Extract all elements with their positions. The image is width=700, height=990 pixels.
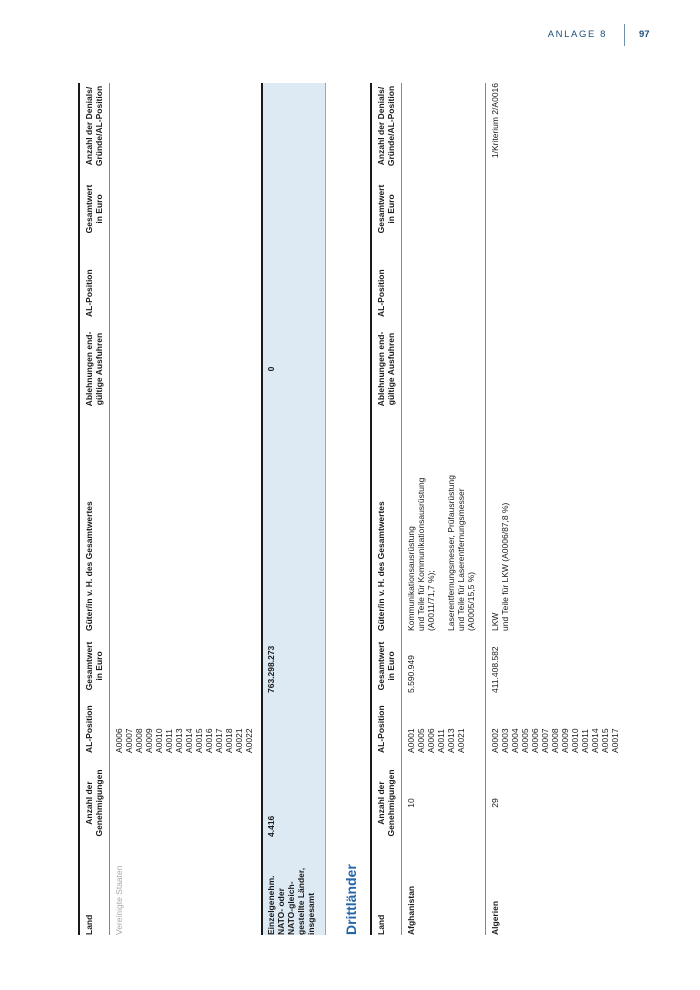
header-bottom-rule [109, 83, 110, 935]
col-al-position: AL-Position [84, 705, 94, 753]
col-ablehnungen: Ablehnungen end- gültige Ausfuhren [376, 331, 396, 407]
page-number: 97 [639, 29, 650, 40]
rotated-table-canvas [78, 83, 670, 935]
summary-label: Einzelgenehm. NATO- oder NATO-gleich- gestellte Länder, insgesamt [266, 867, 316, 935]
summary-gesamtwert: 763.298.273 [266, 645, 276, 693]
col-al-position: AL-Position [376, 705, 386, 753]
table2-header-row [372, 83, 400, 935]
denials-cell: 1/Kriterium 2/A0016 [490, 83, 500, 159]
col-denials: Anzahl der Denials/ Gründe/AL-Position [376, 85, 396, 167]
summary-top-rule [261, 83, 263, 935]
col-gesamtwert: Gesamtwert in Euro [376, 641, 396, 691]
gueter-cell-1: LKW und Teile für LKW (A0006/87,8 %) [490, 502, 510, 631]
col-gesamtwert-2: Gesamtwert in Euro [84, 184, 104, 234]
anzahl-cell: 10 [406, 798, 416, 808]
annex-label: ANLAGE 8 [547, 29, 607, 40]
land-cell: Afghanistan [406, 885, 416, 935]
land-cell: Vereinigte Staaten [114, 865, 124, 935]
col-al-position-2: AL-Position [376, 269, 386, 317]
table-header-row [80, 83, 108, 935]
col-land: Land [376, 914, 386, 935]
gesamtwert-cell: 5.590.949 [406, 655, 416, 693]
col-gesamtwert: Gesamtwert in Euro [84, 641, 104, 691]
summary-bottom-rule [325, 83, 326, 935]
col-denials: Anzahl der Denials/ Gründe/AL-Position [84, 85, 104, 167]
col-ablehnungen: Ablehnungen end- gültige Ausfuhren [84, 331, 104, 407]
gueter-cell-2: Laserentfernungsmesser, Prüfausrüstung und Teile für Laserentfernungsmesser (A0005/15,5 %) [446, 475, 476, 631]
summary-anzahl: 4.416 [266, 815, 276, 837]
al-position-list: A0001 A0005 A0006 A0011 A0013 A0021 [406, 728, 466, 753]
col-gueter: Güter/in v. H. des Gesamtwertes [376, 501, 386, 631]
col-anzahl: Anzahl der Genehmigungen [376, 769, 396, 837]
anzahl-cell: 29 [490, 798, 500, 808]
summary-ablehnungen: 0 [266, 366, 276, 372]
col-gesamtwert-2: Gesamtwert in Euro [376, 184, 396, 234]
section-title: Drittländer [343, 864, 359, 935]
al-position-list: A0002 A0003 A0004 A0005 A0006 A0007 A0008 A0009 A0010 A0011 A0014 A0015 A0017 [490, 728, 620, 753]
col-al-position-2: AL-Position [84, 269, 94, 317]
col-land: Land [84, 914, 94, 935]
table2-header-bottom-rule [401, 83, 402, 935]
col-anzahl: Anzahl der Genehmigungen [84, 769, 104, 837]
land-cell: Algerien [490, 900, 500, 935]
gueter-cell-1: Kommunikationsausrüstung und Teile für Kommunikationsausrüstung (A0011/71,7 %); [406, 477, 436, 631]
header-divider [624, 24, 625, 46]
col-gueter: Güter/in v. H. des Gesamtwertes [84, 501, 94, 631]
al-position-list: A0006 A0007 A0008 A0009 A0010 A0011 A0013 A0014 A0015 A0016 A0017 A0018 A0021 A0022 [114, 728, 254, 753]
gesamtwert-cell: 411.408.582 [490, 646, 500, 693]
row-divider [485, 83, 486, 935]
